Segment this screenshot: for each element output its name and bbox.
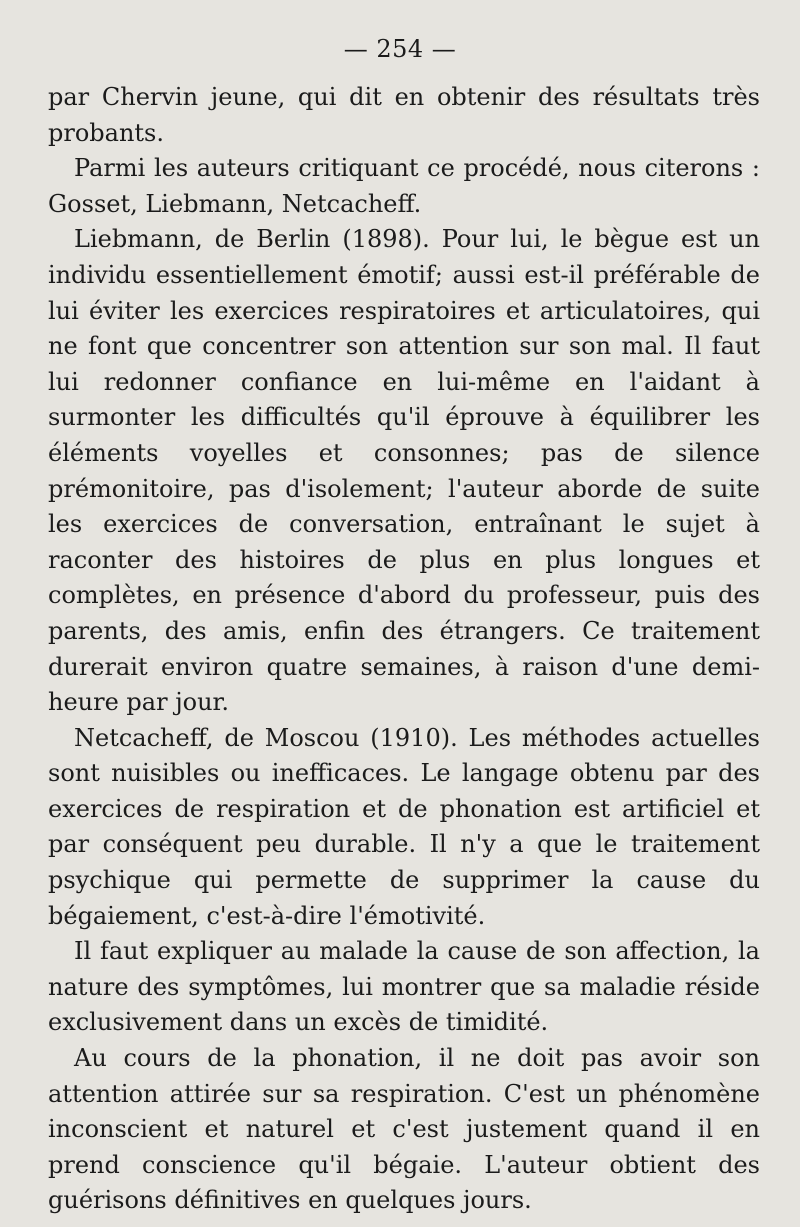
body-text — [48, 80, 760, 1219]
paragraph-explanation: Il faut expliquer au malade la cause de son affection, la nature des symptômes, lui montrer que sa maladie réside exclusivement dans un excès de timidité. — [48, 937, 760, 1037]
paragraph-phonation: Au cours de la phonation, il ne doit pas avoir son attention attirée sur sa respiration. C'est un phénomène inconscient et naturel et c'est justement quand il en prend conscience qu'il bégaie. L'auteur obtient des guérisons définitives en quelques jours. — [48, 1044, 760, 1215]
paragraph-netcacheff: Netcacheff, de Moscou (1910). Les méthodes actuelles sont nuisibles ou inefficaces. Le langage obtenu par des exercices de respiration et de phonation est artificiel et par conséquent peu durable. Il n'y a que le traitement psychique qui permette de supprimer la cause du bégaiement, c'est-à-dire l'émotivité. — [48, 723, 760, 930]
paragraph-continuation: par Chervin jeune, qui dit en obtenir des résultats très probants. — [48, 83, 760, 147]
page-number: — 254 — — [343, 35, 457, 63]
paragraph-critics: Parmi les auteurs critiquant ce procédé, nous citerons : Gosset, Liebmann, Netcacheff. — [48, 154, 760, 218]
paragraph-liebmann: Liebmann, de Berlin (1898). Pour lui, le bègue est un individu essentiellement émotif; aussi est-il préférable de lui éviter les exercices respiratoires et articulatoires, qui ne font que concentrer son attention sur son mal. Il faut lui redonner confiance en lui-même en l'aidant à surmonter les difficultés qu'il éprouve à équilibrer les éléments voyelles et consonnes; pas de silence prémonitoire, pas d'isolement; l'auteur aborde de suite les exercices de conversation, entraînant le sujet à raconter des histoires de plus en plus longues et complètes, en présence d'abord du professeur, puis des parents, des amis, enfin des étrangers. Ce traitement durerait environ quatre semaines, à raison d'une demi-heure par jour. — [48, 225, 760, 717]
